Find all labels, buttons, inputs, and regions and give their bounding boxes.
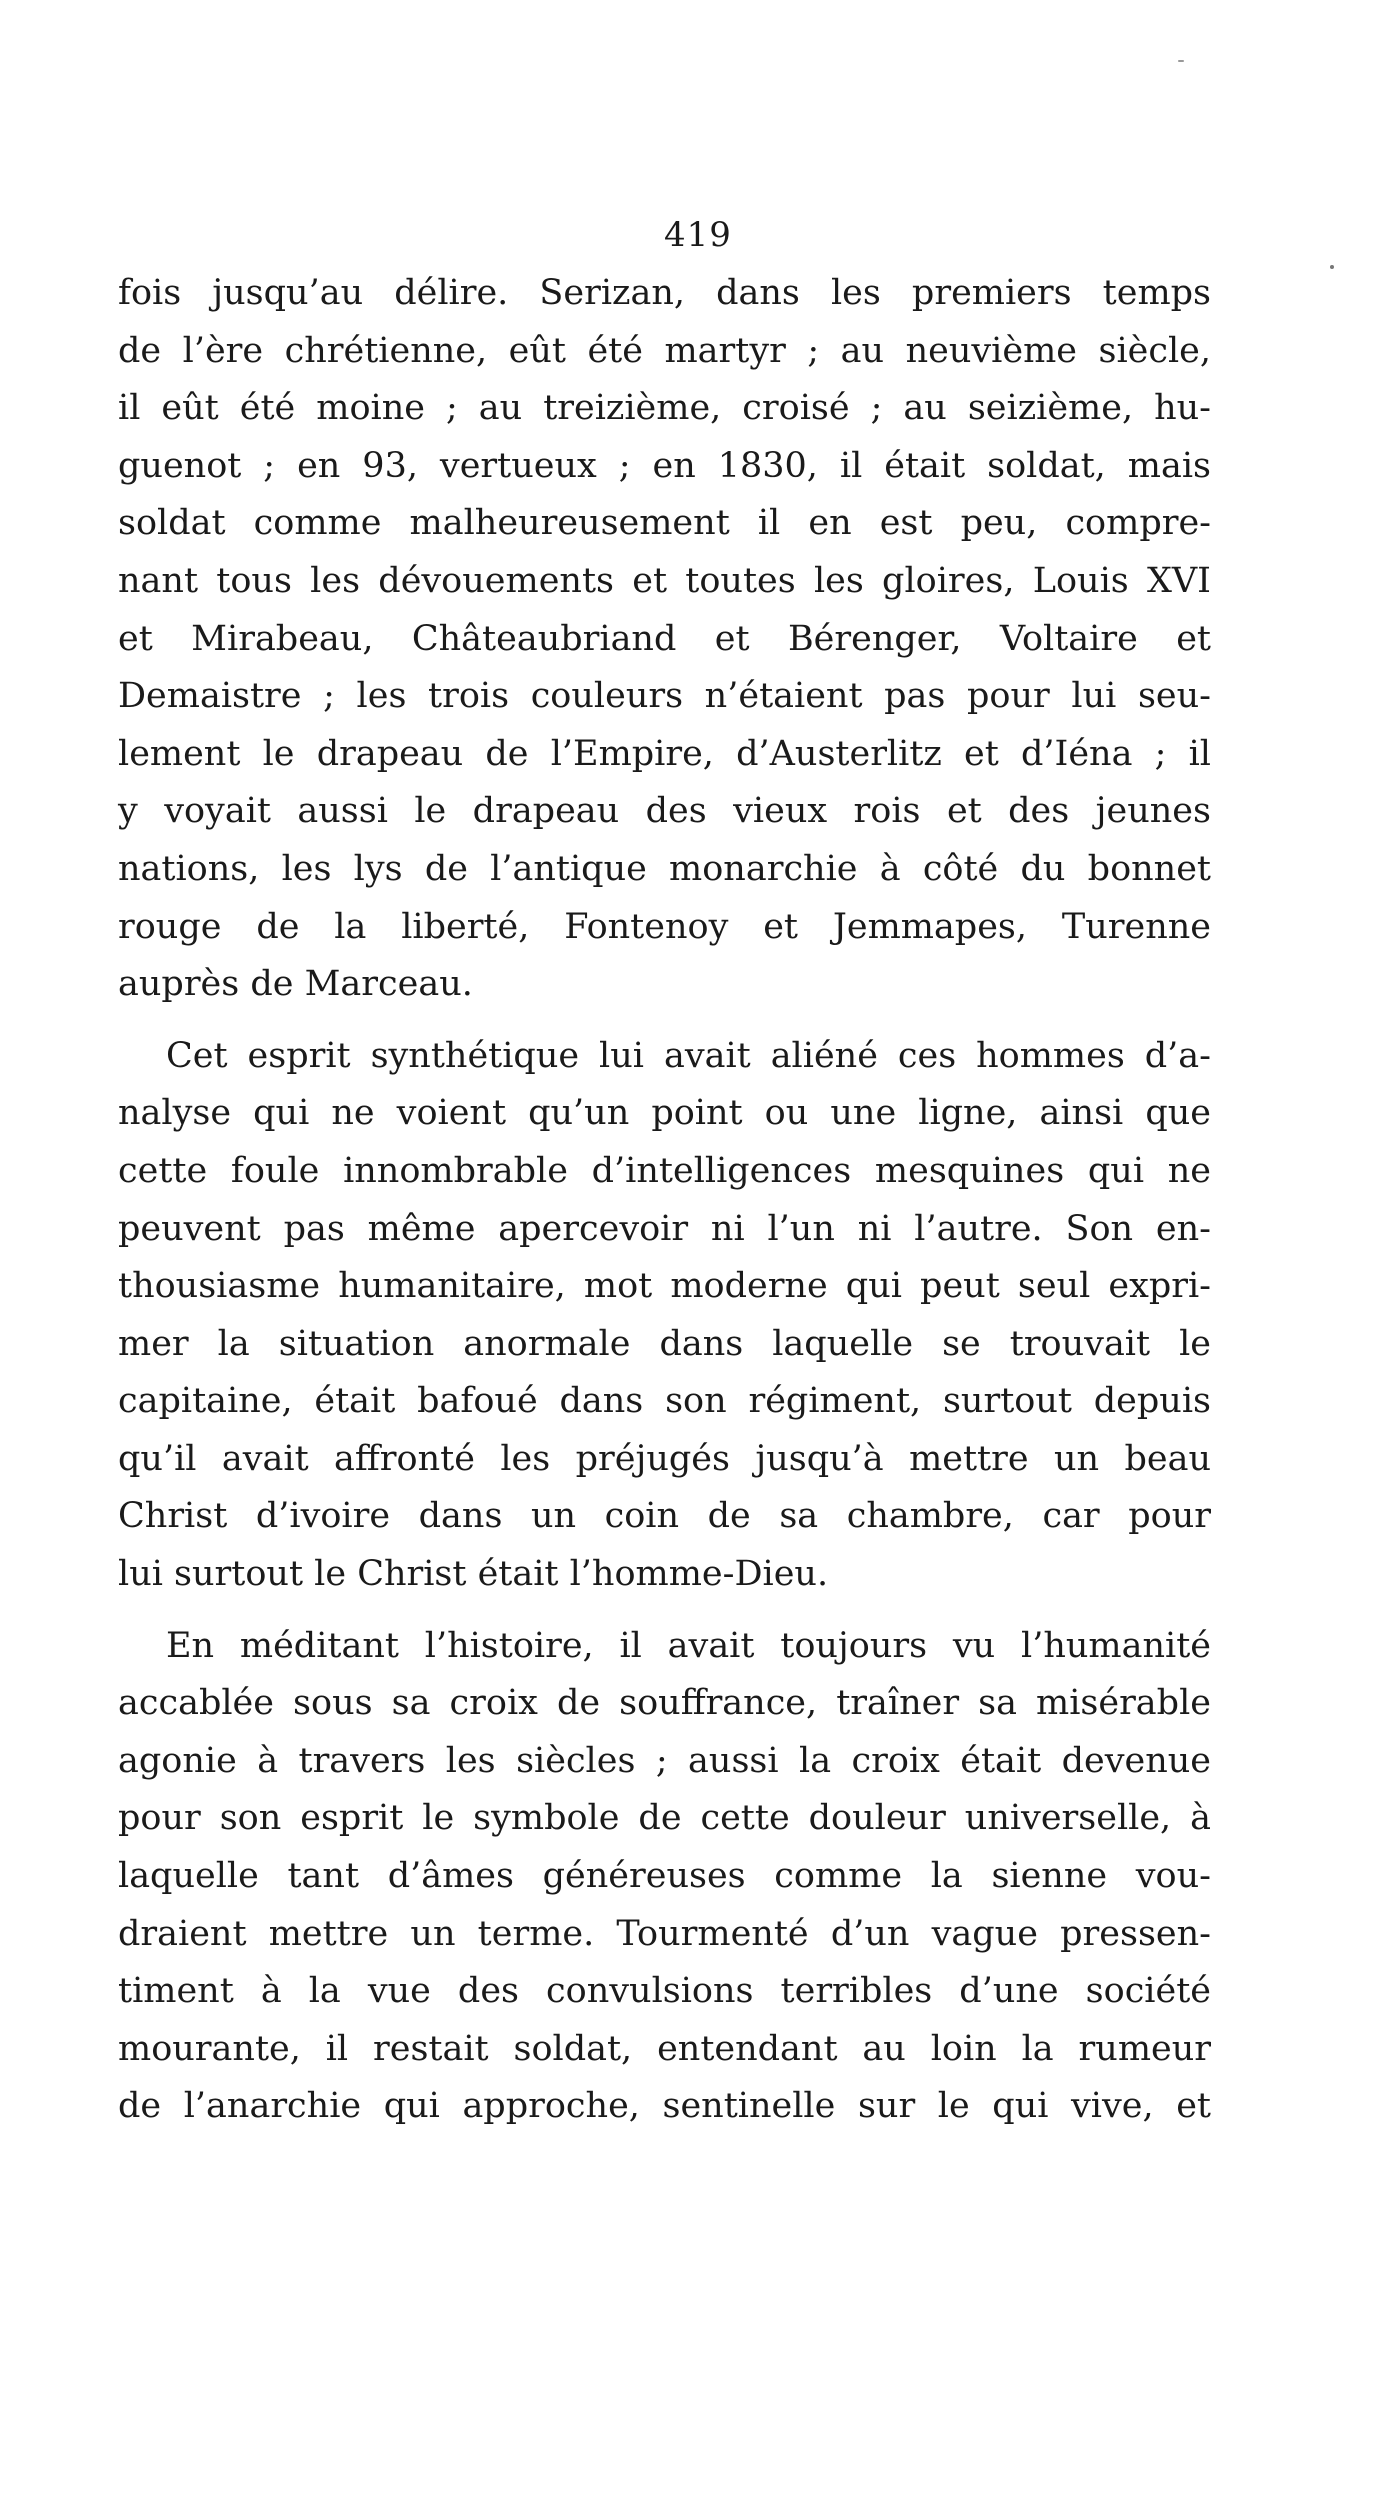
text-line: de l’ère chrétienne, eût été martyr ; au neuvième siècle, [118, 330, 1211, 371]
text-line: y voyait aussi le drapeau des vieux rois et des jeunes [118, 791, 1211, 832]
paragraph-spacing [118, 1604, 1211, 1618]
text-line: laquelle tant d’âmes généreuses comme la sienne vou- [118, 1856, 1211, 1897]
text-line: Demaistre ; les trois couleurs n’étaient pas pour lui seu- [118, 676, 1211, 717]
text-line: qu’il avait affronté les préjugés jusqu’à mettre un beau [118, 1438, 1211, 1479]
text-line: peuvent pas même apercevoir ni l’un ni l’autre. Son en- [118, 1208, 1211, 1249]
text-line: fois jusqu’au délire. Serizan, dans les premiers temps [118, 273, 1211, 313]
text-line: accablée sous sa croix de souffrance, traîner sa misérable [118, 1683, 1211, 1724]
text-line: de l’anarchie qui approche, sentinelle sur le qui vive, et [118, 2086, 1211, 2127]
paragraph [118, 265, 1211, 1014]
body-text [118, 265, 1211, 2136]
text-line: lement le drapeau de l’Empire, d’Austerlitz et d’Iéna ; il [118, 733, 1211, 774]
text-line: nalyse qui ne voient qu’un point ou une ligne, ainsi que [118, 1093, 1211, 1134]
paper-speck [1178, 60, 1184, 62]
text-line: Cet esprit synthétique lui avait aliéné ces hommes d’a- [166, 1035, 1211, 1076]
text-line: lui surtout le Christ était l’homme-Dieu. [118, 1554, 829, 1595]
text-line: auprès de Marceau. [118, 964, 473, 1005]
text-line: mer la situation anormale dans laquelle se trouvait le [118, 1323, 1211, 1364]
paragraph [118, 1618, 1211, 2136]
text-line: et Mirabeau, Châteaubriand et Bérenger, Voltaire et [118, 618, 1211, 659]
paper-speck [1330, 265, 1334, 269]
paragraph-spacing [118, 1014, 1211, 1028]
text-line: nations, les lys de l’antique monarchie à côté du bonnet [118, 848, 1211, 889]
text-line: En méditant l’histoire, il avait toujours vu l’humanité [166, 1625, 1211, 1666]
text-line: mourante, il restait soldat, entendant au loin la rumeur [118, 2028, 1211, 2069]
text-line: capitaine, était bafoué dans son régiment, surtout depuis [118, 1381, 1211, 1422]
page-number: 419 [664, 215, 732, 255]
text-line: Christ d’ivoire dans un coin de sa chambre, car pour [118, 1496, 1211, 1537]
text-line: thousiasme humanitaire, mot moderne qui peut seul expri- [118, 1266, 1211, 1307]
text-line: guenot ; en 93, vertueux ; en 1830, il était soldat, mais [118, 445, 1211, 486]
text-line: agonie à travers les siècles ; aussi la croix était devenue [118, 1740, 1211, 1781]
paragraph [118, 1028, 1211, 1604]
text-line: cette foule innombrable d’intelligences mesquines qui ne [118, 1150, 1211, 1191]
text-line: nant tous les dévouements et toutes les gloires, Louis XVI [118, 560, 1211, 601]
text-line: soldat comme malheureusement il en est peu, compre- [118, 503, 1211, 544]
text-line: il eût été moine ; au treizième, croisé ; au seizième, hu- [118, 388, 1211, 429]
text-line: rouge de la liberté, Fontenoy et Jemmapes, Turenne [118, 906, 1211, 947]
text-line: timent à la vue des convulsions terribles d’une société [118, 1971, 1211, 2012]
text-line: draient mettre un terme. Tourmenté d’un vague pressen- [118, 1913, 1211, 1954]
text-line: pour son esprit le symbole de cette douleur universelle, à [118, 1798, 1211, 1839]
